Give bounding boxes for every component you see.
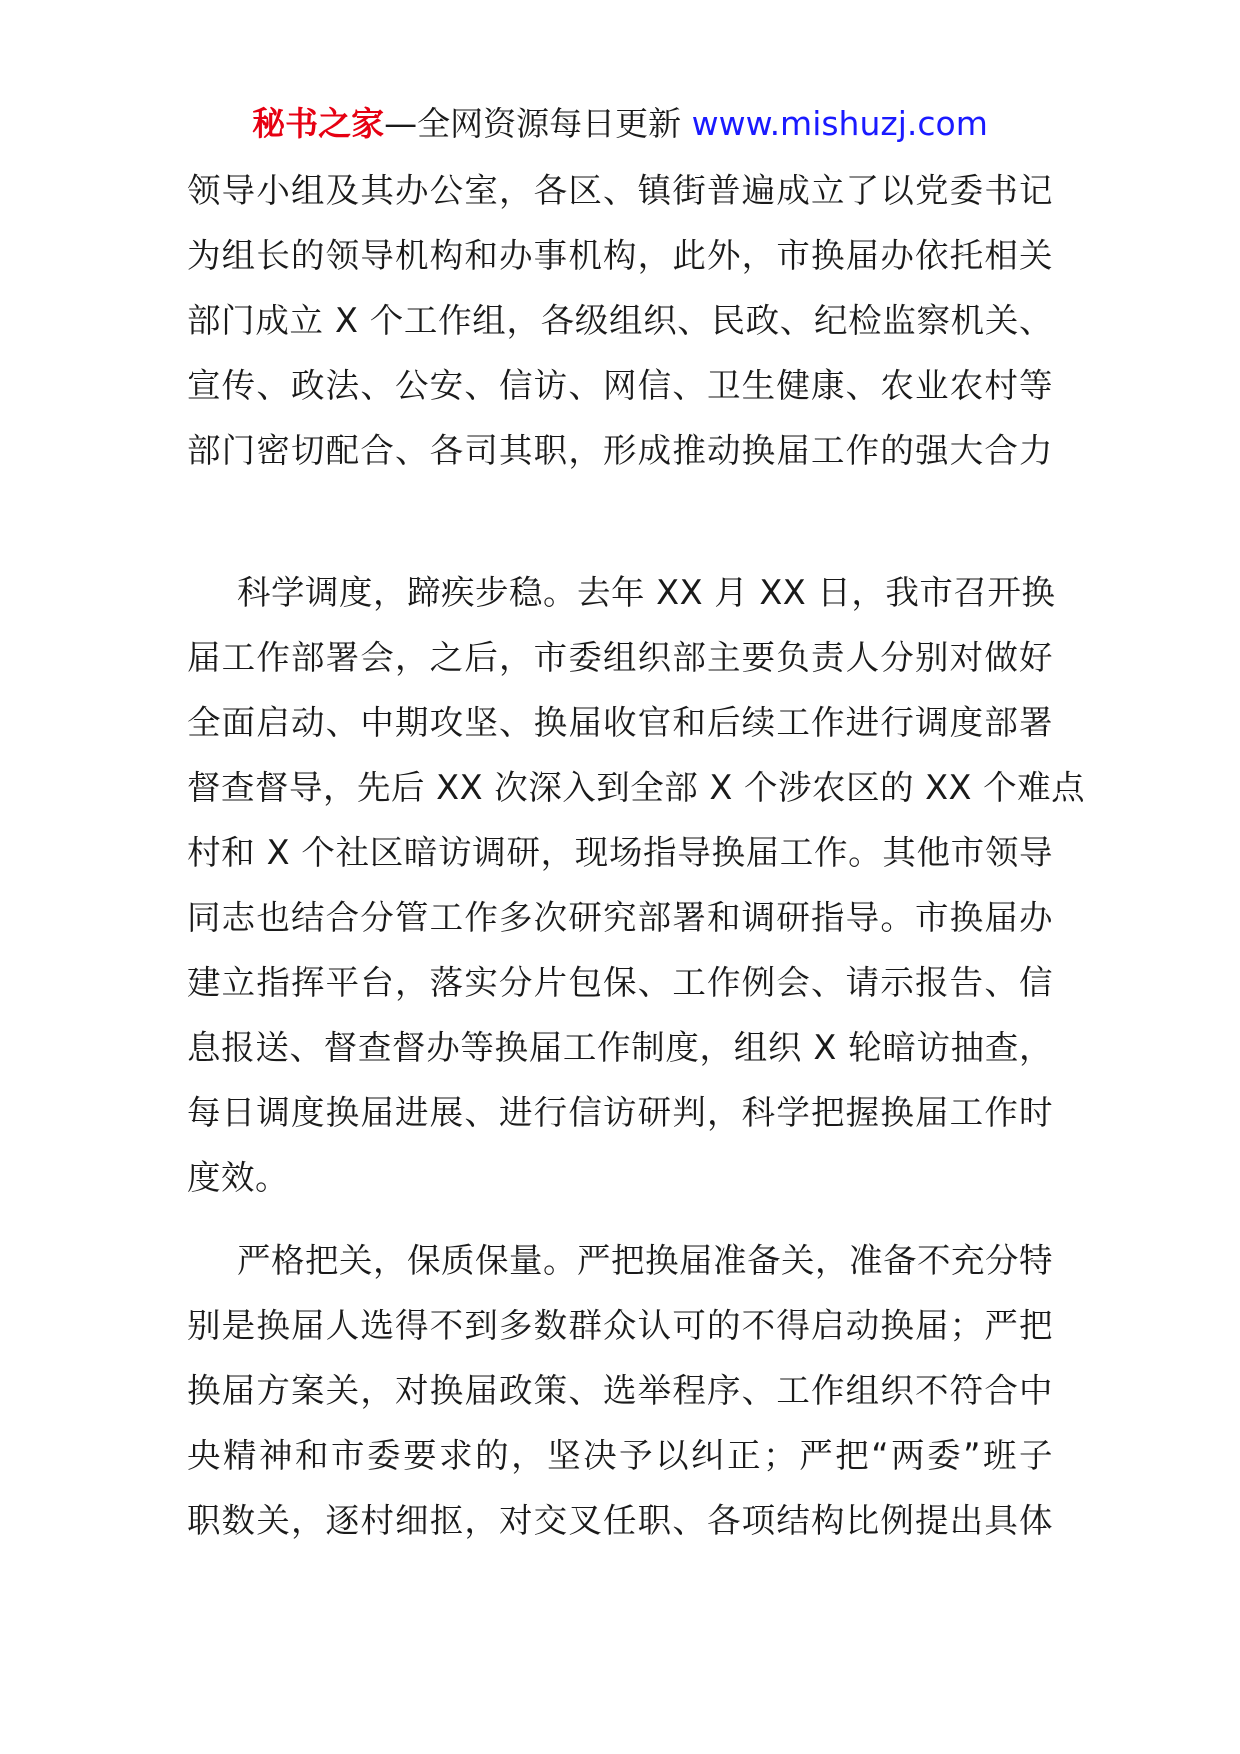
text-line: 职数关，逐村细抠，对交叉任职、各项结构比例提出具体	[187, 1501, 1053, 1540]
text-line: 宣传、政法、公安、信访、网信、卫生健康、农业农村等	[187, 366, 1053, 405]
text-line: 建立指挥平台，落实分片包保、工作例会、请示报告、信	[187, 963, 1053, 1002]
text-line: 度效。	[187, 1158, 289, 1197]
text-line: 部门密切配合、各司其职，形成推动换届工作的强大合力	[187, 431, 1053, 470]
text-line: 换届方案关，对换届政策、选举程序、工作组织不符合中	[187, 1371, 1053, 1410]
text-line: 每日调度换届进展、进行信访研判，科学把握换届工作时	[187, 1093, 1053, 1132]
text-line: 督查督导，先后 XX 次深入到全部 X 个涉农区的 XX 个难点	[187, 768, 1086, 807]
text-line: 科学调度，蹄疾步稳。去年 XX 月 XX 日，我市召开换	[237, 573, 1056, 612]
text-line: 为组长的领导机构和办事机构，此外，市换届办依托相关	[187, 236, 1053, 275]
brand-name: 秘书之家	[252, 104, 385, 143]
text-line: 别是换届人选得不到多数群众认可的不得启动换届；严把	[187, 1306, 1053, 1345]
text-line: 息报送、督查督办等换届工作制度，组织 X 轮暗访抽查，	[187, 1028, 1053, 1067]
page-header	[0, 102, 1240, 146]
text-line: 央精神和市委要求的，坚决予以纠正；严把“两委”班子	[187, 1436, 1053, 1475]
paragraph-1	[187, 158, 1053, 483]
header-tagline: —全网资源每日更新	[384, 104, 682, 143]
text-line: 村和 X 个社区暗访调研，现场指导换届工作。其他市领导	[187, 833, 1053, 872]
text-line: 领导小组及其办公室，各区、镇街普遍成立了以党委书记	[187, 171, 1053, 210]
text-line: 全面启动、中期攻坚、换届收官和后续工作进行调度部署	[187, 703, 1053, 742]
paragraph-2	[187, 560, 1086, 1210]
text-line: 严格把关，保质保量。严把换届准备关，准备不充分特	[237, 1241, 1053, 1280]
paragraph-3	[187, 1228, 1053, 1553]
text-line: 部门成立 X 个工作组，各级组织、民政、纪检监察机关、	[187, 301, 1053, 340]
text-line: 届工作部署会，之后，市委组织部主要负责人分别对做好	[187, 638, 1053, 677]
text-line: 同志也结合分管工作多次研究部署和调研指导。市换届办	[187, 898, 1053, 937]
site-url-link[interactable]: www.mishuzj.com	[691, 104, 988, 143]
